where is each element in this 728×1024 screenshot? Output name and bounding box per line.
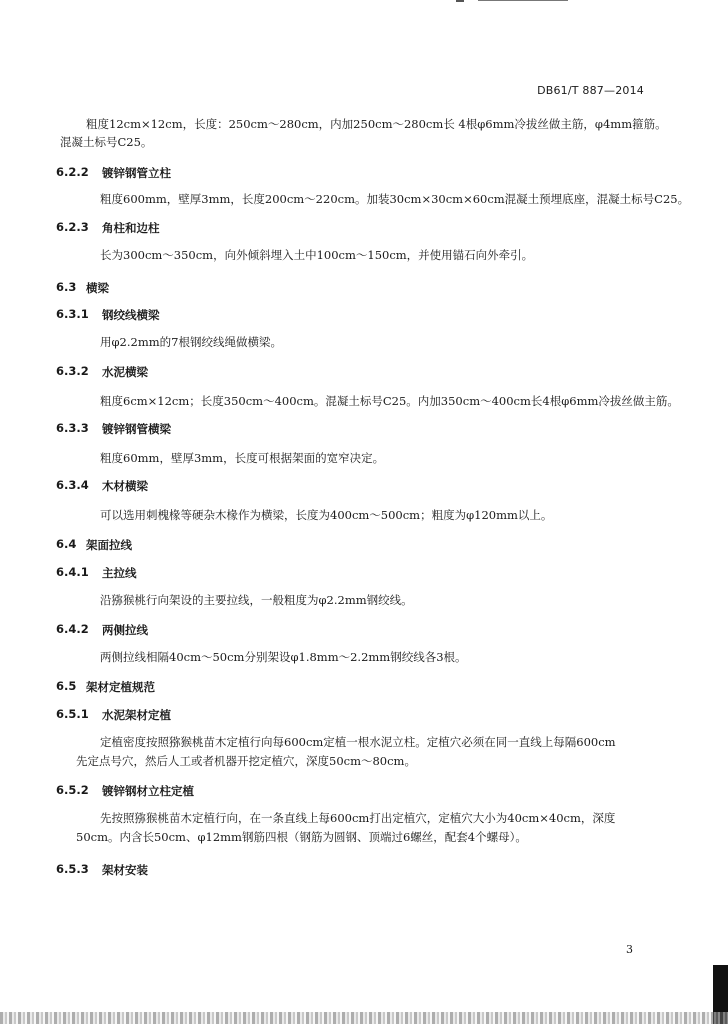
section-title: 镀锌钢管横梁 (102, 422, 171, 436)
section-title: 角柱和边柱 (102, 221, 160, 235)
page-number: 3 (626, 943, 633, 956)
section-number: 6.5.3 (56, 862, 89, 876)
scan-mark (456, 0, 464, 2)
section-title: 主拉线 (102, 566, 137, 580)
paragraph-line: 粗度60mm，壁厚3mm，长度可根据架面的宽窄决定。 (100, 451, 385, 465)
paragraph-line: 50cm。内含长50cm、φ12mm钢筋四根（钢筋为圆钢、顶端过6螺丝，配套4个螺母）。 (76, 830, 527, 844)
section-title: 钢绞线横梁 (102, 308, 160, 322)
section-number: 6.3.1 (56, 307, 89, 321)
section-title: 架面拉线 (86, 538, 132, 552)
section-number: 6.3.3 (56, 421, 89, 435)
paragraph-line: 两侧拉线相隔40cm～50cm分别架设φ1.8mm～2.2mm钢绞线各3根。 (100, 650, 467, 664)
paragraph-line: 粗度600mm，壁厚3mm，长度200cm～220cm。加装30cm×30cm×60cm混凝土预埋底座，混凝土标号C25。 (100, 192, 690, 206)
section-title: 水泥横梁 (102, 365, 148, 379)
section-number: 6.4.1 (56, 565, 89, 579)
section-number: 6.3 (56, 280, 77, 294)
section-number: 6.5.1 (56, 707, 89, 721)
section-title: 镀锌钢材立柱定植 (102, 784, 194, 798)
section-number: 6.5 (56, 679, 77, 693)
paragraph-line: 混凝土标号C25。 (60, 135, 153, 149)
paragraph-line: 可以选用刺槐椽等硬杂木椽作为横梁，长度为400cm～500cm；粗度为φ120mm以上。 (100, 508, 553, 522)
document-code: DB61/T 887—2014 (537, 84, 644, 97)
paragraph-line: 沿猕猴桃行向架设的主要拉线，一般粗度为φ2.2mm钢绞线。 (100, 593, 413, 607)
section-number: 6.3.4 (56, 478, 89, 492)
scan-line (478, 0, 568, 1)
paragraph-line: 定植密度按照猕猴桃苗木定植行向每600cm定植一根水泥立柱。定植穴必须在同一直线上每隔600cm (100, 735, 616, 749)
section-title: 镀锌钢管立柱 (102, 166, 171, 180)
paragraph-line: 长为300cm～350cm，向外倾斜埋入土中100cm～150cm，并使用锚石向外牵引。 (100, 248, 534, 262)
paragraph-line: 用φ2.2mm的7根钢绞线绳做横梁。 (100, 335, 282, 349)
section-number: 6.2.2 (56, 165, 89, 179)
section-number: 6.2.3 (56, 220, 89, 234)
section-number: 6.4 (56, 537, 77, 551)
section-number: 6.3.2 (56, 364, 89, 378)
section-title: 架材定植规范 (86, 680, 155, 694)
scan-noise (0, 1012, 728, 1024)
section-title: 两侧拉线 (102, 623, 148, 637)
paragraph-line: 先按照猕猴桃苗木定植行向，在一条直线上每600cm打出定植穴，定植穴大小为40cm×40cm，深度 (100, 811, 616, 825)
paragraph-line: 先定点号穴，然后人工或者机器开挖定植穴，深度50cm～80cm。 (76, 754, 416, 768)
section-title: 架材安装 (102, 863, 148, 877)
section-title: 水泥架材定植 (102, 708, 171, 722)
section-title: 横梁 (86, 281, 109, 295)
paragraph-line: 粗度12cm×12cm，长度：250cm～280cm，内加250cm～280cm长 4根φ6mm冷拔丝做主筋，φ4mm箍筋。 (86, 117, 667, 131)
section-number: 6.4.2 (56, 622, 89, 636)
section-title: 木材横梁 (102, 479, 148, 493)
section-number: 6.5.2 (56, 783, 89, 797)
paragraph-line: 粗度6cm×12cm；长度350cm～400cm。混凝土标号C25。内加350cm～400cm长4根φ6mm冷拔丝做主筋。 (100, 394, 679, 408)
